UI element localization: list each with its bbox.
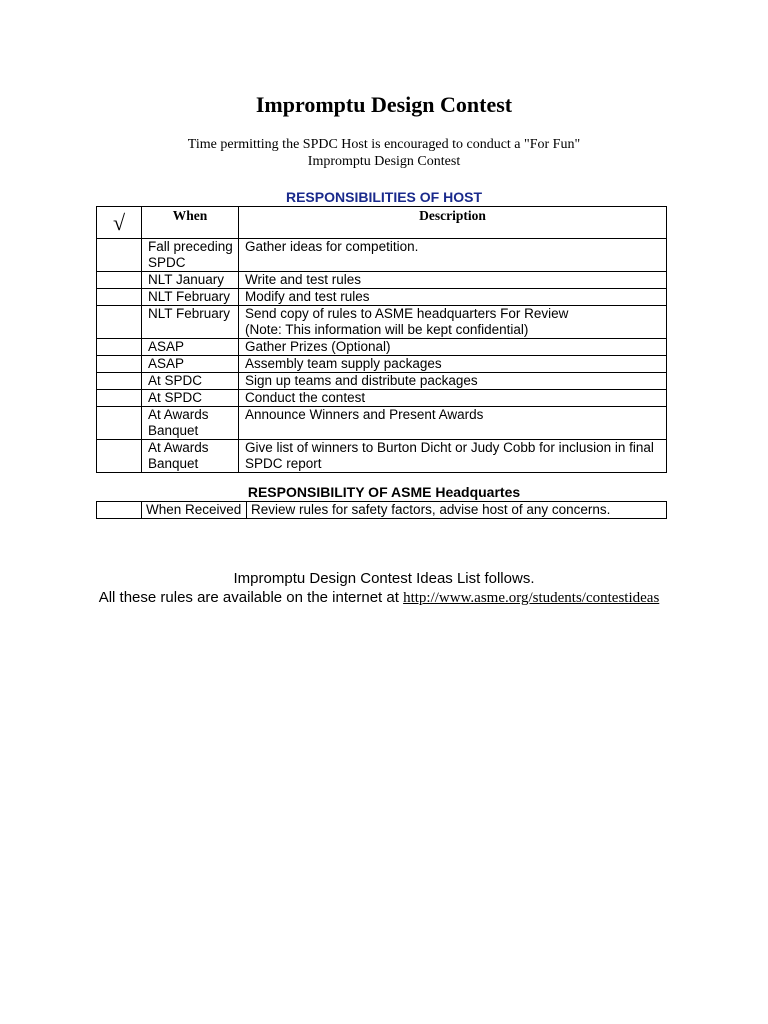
when-cell	[142, 407, 239, 440]
when-line: NLT February	[148, 289, 231, 304]
check-cell	[97, 339, 142, 356]
asme-responsibility-heading: RESPONSIBILITY OF ASME Headquartes	[247, 484, 521, 500]
description-line: Conduct the contest	[245, 390, 366, 405]
when-cell	[142, 239, 239, 272]
description-cell	[239, 306, 667, 339]
description-cell	[239, 407, 667, 440]
page-title: Impromptu Design Contest	[255, 92, 513, 117]
check-cell	[97, 272, 142, 289]
when-line: At Awards	[148, 407, 209, 422]
description-cell	[239, 339, 667, 356]
table-row	[97, 502, 667, 519]
description-cell	[239, 373, 667, 390]
description-line: Assembly team supply packages	[245, 356, 442, 371]
check-cell	[97, 407, 142, 440]
description-cell	[239, 356, 667, 373]
when-cell	[142, 289, 239, 306]
when-line: NLT January	[148, 272, 225, 287]
description-line: (Note: This information will be kept confidential)	[245, 322, 529, 337]
when-line: Banquet	[148, 456, 199, 471]
table-row	[97, 239, 667, 272]
table-row	[97, 440, 667, 473]
table-header-row	[97, 207, 667, 239]
table-row	[97, 272, 667, 289]
description-line	[245, 255, 662, 271]
when-line: Fall preceding	[148, 239, 233, 254]
check-cell	[97, 390, 142, 407]
table-row	[97, 356, 667, 373]
table-row	[97, 407, 667, 440]
description-column-header: Description	[239, 207, 667, 239]
description-line: Sign up teams and distribute packages	[245, 373, 478, 388]
when-cell	[142, 339, 239, 356]
when-line: SPDC	[148, 255, 186, 270]
description-line: SPDC report	[245, 456, 322, 471]
description-line: Gather Prizes (Optional)	[245, 339, 391, 354]
description-cell	[239, 272, 667, 289]
description-line: Gather ideas for competition.	[245, 239, 419, 254]
when-line: At SPDC	[148, 390, 203, 405]
description-cell	[239, 390, 667, 407]
check-cell	[97, 239, 142, 272]
when-line: ASAP	[148, 356, 185, 371]
ideas-list-note: Impromptu Design Contest Ideas List follows.	[233, 570, 535, 587]
host-responsibilities-table	[96, 206, 667, 473]
check-cell	[97, 356, 142, 373]
check-cell	[97, 440, 142, 473]
description-line: Modify and test rules	[245, 289, 370, 304]
when-line: At Awards	[148, 440, 209, 455]
description-line	[245, 423, 662, 439]
subtitle-line-2: Impromptu Design Contest	[307, 154, 461, 169]
description-cell	[239, 289, 667, 306]
description-line: Announce Winners and Present Awards	[245, 407, 484, 422]
internet-note-text: All these rules are available on the internet at	[98, 589, 404, 606]
host-table-body	[97, 239, 667, 473]
table-row	[97, 390, 667, 407]
host-responsibilities-heading: RESPONSIBILITIES OF HOST	[285, 189, 483, 205]
check-cell	[97, 502, 142, 519]
when-cell	[142, 440, 239, 473]
description-line: Write and test rules	[245, 272, 362, 287]
asme-responsibility-table	[96, 501, 667, 519]
description-cell	[239, 239, 667, 272]
when-line: ASAP	[148, 339, 185, 354]
when-cell	[142, 373, 239, 390]
table-row	[97, 373, 667, 390]
subtitle	[0, 136, 768, 170]
table-row	[97, 339, 667, 356]
check-cell	[97, 373, 142, 390]
when-cell	[142, 272, 239, 289]
when-cell	[142, 390, 239, 407]
when-line	[148, 322, 234, 338]
when-cell	[142, 306, 239, 339]
when-cell	[142, 356, 239, 373]
description-line: Give list of winners to Burton Dicht or Judy Cobb for inclusion in final	[245, 440, 654, 455]
internet-note	[0, 589, 763, 607]
description-cell: Review rules for safety factors, advise host of any concerns.	[247, 502, 667, 519]
check-cell	[97, 289, 142, 306]
subtitle-line-1: Time permitting the SPDC Host is encouraged to conduct a "For Fun"	[187, 137, 581, 152]
when-line: NLT February	[148, 306, 231, 321]
table-row	[97, 289, 667, 306]
when-cell: When Received	[142, 502, 247, 519]
description-line: Send copy of rules to ASME headquarters For Review	[245, 306, 569, 321]
description-cell	[239, 440, 667, 473]
when-line: Banquet	[148, 423, 199, 438]
when-line: At SPDC	[148, 373, 203, 388]
when-column-header: When	[142, 207, 239, 239]
check-cell	[97, 306, 142, 339]
checkmark-icon: √	[97, 207, 142, 239]
contest-ideas-link[interactable]: http://www.asme.org/students/contestideas	[403, 590, 660, 606]
table-row	[97, 306, 667, 339]
